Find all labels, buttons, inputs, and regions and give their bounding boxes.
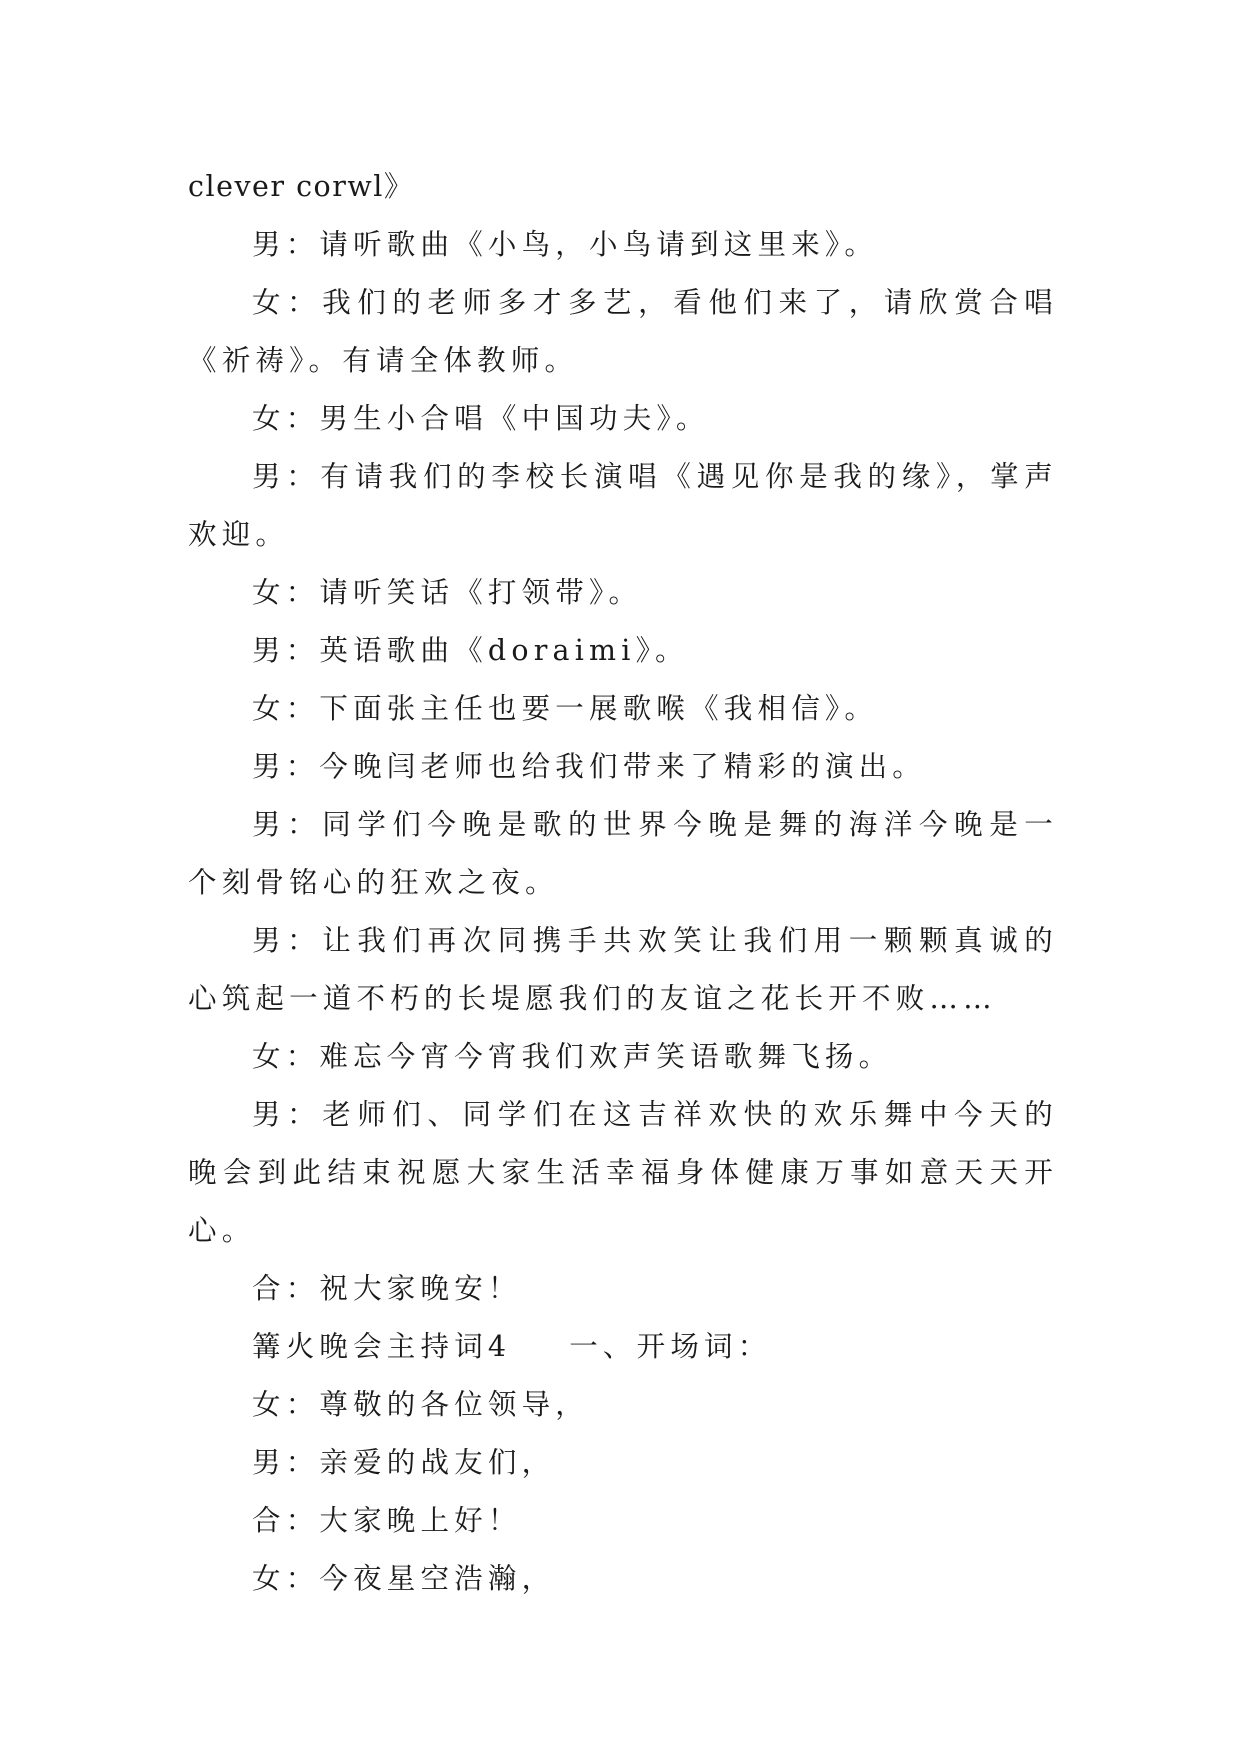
section-heading xyxy=(188,1318,1058,1376)
paragraph-song-title-continuation: clever corwl》 xyxy=(188,170,414,203)
paragraph-line: 男：老师们、同学们在这吉祥欢快的欢乐舞中今天的晚会到此结束祝愿大家生活幸福身体健康万事如意天天开心。 xyxy=(188,1098,1058,1247)
paragraph-line: 男：让我们再次同携手共欢笑让我们用一颗颗真诚的心筑起一道不朽的长堤愿我们的友谊之花长开不败…… xyxy=(188,924,1058,1015)
paragraph-line: 女：难忘今宵今宵我们欢声笑语歌舞飞扬。 xyxy=(252,1040,893,1073)
paragraph-line: 女：男生小合唱《中国功夫》。 xyxy=(252,402,710,435)
paragraph-line: 男：请听歌曲《小鸟，小鸟请到这里来》。 xyxy=(252,228,879,261)
paragraph-line: 女：下面张主任也要一展歌喉《我相信》。 xyxy=(252,692,879,725)
document-body xyxy=(188,158,1058,1608)
paragraph-line: 合：祝大家晚安！ xyxy=(252,1272,522,1305)
paragraph-line: 女：请听笑话《打领带》。 xyxy=(252,576,643,609)
opening-line: 女：今夜星空浩瀚， xyxy=(252,1562,556,1595)
paragraph-line: 男：有请我们的李校长演唱《遇见你是我的缘》，掌声欢迎。 xyxy=(188,460,1058,551)
opening-line: 合：大家晚上好！ xyxy=(252,1504,522,1537)
opening-line: 男：亲爱的战友们， xyxy=(252,1446,556,1479)
section-subtitle: 一、开场词： xyxy=(569,1330,772,1363)
opening-line: 女：尊敬的各位领导， xyxy=(252,1388,590,1421)
paragraph-line: 女：我们的老师多才多艺，看他们来了，请欣赏合唱《祈祷》。有请全体教师。 xyxy=(188,286,1058,377)
paragraph-line: 男：英语歌曲《doraimi》。 xyxy=(252,634,689,667)
paragraph-line: 男：同学们今晚是歌的世界今晚是舞的海洋今晚是一个刻骨铭心的狂欢之夜。 xyxy=(188,808,1058,899)
section-title: 篝火晚会主持词4 xyxy=(252,1330,512,1363)
paragraph-line: 男：今晚闫老师也给我们带来了精彩的演出。 xyxy=(252,750,927,783)
